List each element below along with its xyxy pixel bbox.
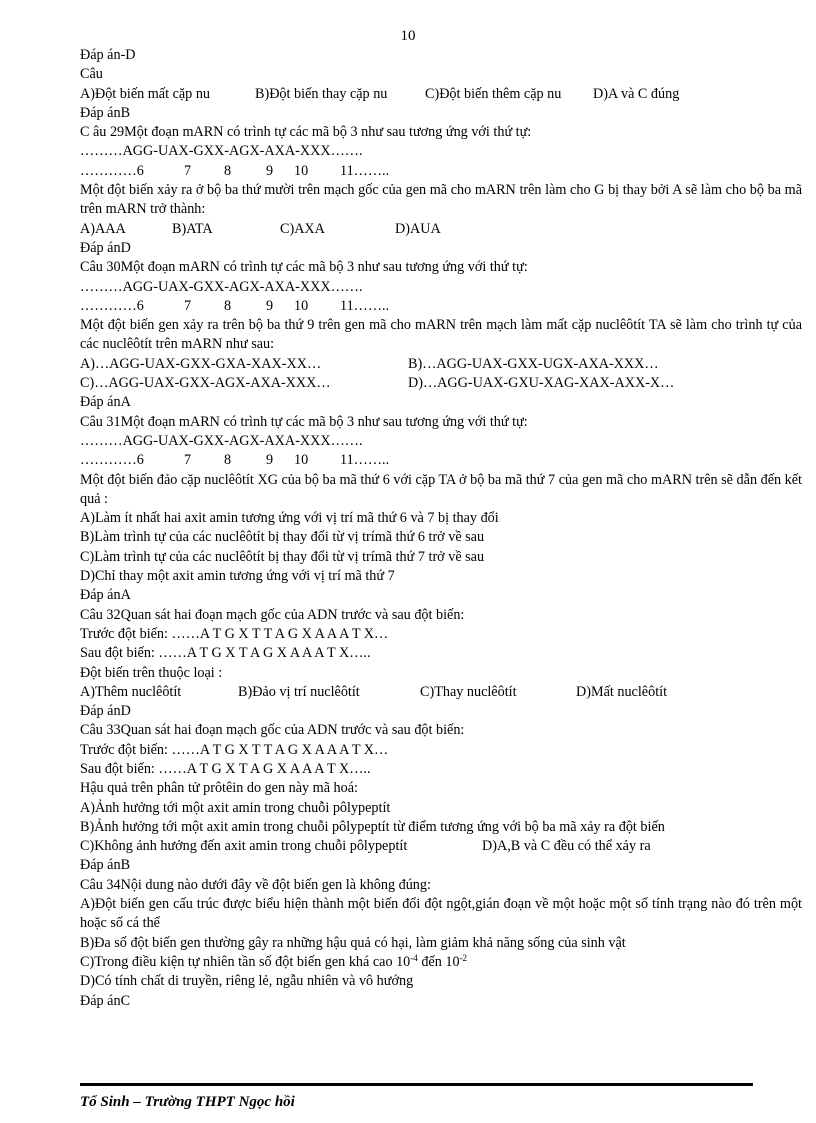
codon-number: 11…….. [340, 162, 390, 179]
footer-text: Tổ Sinh – Trường THPT Ngọc hồi [80, 1094, 295, 1110]
exponent: -2 [459, 952, 468, 963]
option-a: A)Đột biến mất cặp nu [80, 85, 211, 102]
option-c [80, 953, 802, 972]
option-a: A)…AGG-UAX-GXX-GXA-XAX-XX… [80, 355, 322, 372]
codon-number: …………6 [80, 297, 144, 314]
codon-number: 9 [266, 297, 274, 314]
codon-number: 11…….. [340, 297, 390, 314]
codon-number: 10 [294, 452, 309, 469]
option-b: B)Đảo vị trí nuclêôtít [238, 683, 360, 700]
codon-number: 11…….. [340, 452, 390, 469]
document-body [80, 46, 802, 1011]
question-stem: Câu 32Quan sát hai đoạn mạch gốc của ADN trước và sau đột biến: [80, 606, 465, 623]
codon-number: 7 [184, 452, 192, 469]
question-stem: Câu 31Một đoạn mARN có trình tự các mã bộ 3 như sau tương ứng với thứ tự: [80, 413, 528, 430]
option-c-text: C)Trong điều kiện tự nhiên tần số đột biến gen khá cao 10 [80, 953, 411, 970]
question-stem: C âu 29Một đoạn mARN có trình tự các mã bộ 3 như sau tương ứng với thứ tự: [80, 124, 532, 141]
option-c: C)AXA [280, 220, 325, 237]
exponent: -4 [410, 952, 418, 963]
dna-before: Trước đột biến: ……A T G X T T A G X A A A T X… [80, 625, 389, 642]
answer-line: Đáp ánA [80, 394, 131, 411]
option-c: C)Đột biến thêm cặp nu [425, 85, 562, 102]
codon-number: 8 [224, 452, 232, 469]
codon-number: 9 [266, 452, 274, 469]
option-c: C)Thay nuclêôtít [420, 683, 517, 700]
codon-number-row [80, 297, 802, 316]
options-row [80, 355, 802, 374]
answer-line: Đáp án-D [80, 47, 136, 63]
option-d: D)Có tính chất di truyền, riêng lẻ, ngẫu nhiên và vô hướng [80, 973, 414, 990]
sequence-line: ………AGG-UAX-GXX-AGX-AXA-XXX……. [80, 432, 363, 449]
answer-line: Đáp ánB [80, 104, 131, 121]
codon-number-row [80, 451, 802, 470]
question-stem: Câu 34Nội dung nào dưới đây về đột biến gen là không đúng: [80, 876, 431, 893]
codon-number: 7 [184, 297, 192, 314]
question-stem: Câu 33Quan sát hai đoạn mạch gốc của ADN trước và sau đột biến: [80, 722, 465, 739]
dna-after: Sau đột biến: ……A T G X T A G X A A A T X….. [80, 760, 371, 777]
question-stem: Câu 30Một đoạn mARN có trình tự các mã bộ 3 như sau tương ứng với thứ tự: [80, 259, 528, 276]
codon-number: 10 [294, 162, 309, 179]
option-d: D)Chỉ thay một axit amin tương ứng với vị trí mã thứ 7 [80, 568, 395, 585]
dna-before: Trước đột biến: ……A T G X T T A G X A A A T X… [80, 741, 389, 758]
question-text: Một đột biến đảo cặp nuclêôtít XG của bộ ba mã thứ 6 với cặp TA ở bộ ba mã thứ 7 của gen mã cho mARN trên sẽ dẫn đến kết quả : [80, 471, 802, 507]
question-text: Đột biến trên thuộc loại : [80, 664, 223, 681]
options-row [80, 220, 802, 239]
sequence-line: ………AGG-UAX-GXX-AGX-AXA-XXX……. [80, 143, 363, 160]
option-b: B)Đột biến thay cặp nu [255, 85, 388, 102]
option-d: D)AUA [395, 220, 441, 237]
options-row [80, 85, 802, 104]
answer-line: Đáp ánC [80, 992, 131, 1009]
option-c-text: đến 10 [417, 953, 460, 970]
answer-line: Đáp ánB [80, 857, 131, 874]
codon-number: 8 [224, 297, 232, 314]
options-row [80, 683, 802, 702]
option-d: D)A và C đúng [593, 85, 680, 102]
question-text: Một đột biến gen xảy ra trên bộ ba thứ 9 trên gen mã cho mARN trên mạch làm mất cặp nuclêôtít TA sẽ làm cho trình tự của các nuclêôtít trên mARN như sau: [80, 317, 802, 353]
option-d: D)…AGG-UAX-GXU-XAG-XAX-AXX-X… [408, 375, 675, 392]
option-b: B)Đa số đột biến gen thường gây ra những hậu quả có hại, làm giảm khả năng sống của sinh vật [80, 934, 626, 951]
codon-number-row [80, 162, 802, 181]
codon-number: 9 [266, 162, 274, 179]
options-row [80, 837, 802, 856]
codon-number: …………6 [80, 162, 144, 179]
question-label: Câu [80, 66, 103, 83]
sequence-line: ………AGG-UAX-GXX-AGX-AXA-XXX……. [80, 278, 363, 295]
codon-number: 10 [294, 297, 309, 314]
option-c: C)…AGG-UAX-GXX-AGX-AXA-XXX… [80, 375, 331, 392]
answer-line: Đáp ánD [80, 703, 131, 720]
option-b: B)ATA [172, 220, 213, 237]
option-a: A)Ảnh hưởng tới một axit amin trong chuỗi pôlypeptít [80, 799, 391, 816]
answer-line: Đáp ánD [80, 239, 131, 256]
option-b: B)Làm trình tự của các nuclêôtít bị thay đổi từ vị trímã thứ 6 trở về sau [80, 529, 485, 546]
answer-line: Đáp ánA [80, 587, 131, 604]
option-a: A)AAA [80, 220, 126, 237]
dna-after: Sau đột biến: ……A T G X T A G X A A A T X….. [80, 645, 371, 662]
option-c: C)Không ảnh hưởng đến axit amin trong chuỗi pôlypeptít [80, 838, 408, 855]
option-d: D)Mất nuclêôtít [576, 683, 668, 700]
option-b: B)…AGG-UAX-GXX-UGX-AXA-XXX… [408, 355, 659, 372]
options-row [80, 374, 802, 393]
option-a: A)Làm ít nhất hai axit amin tương ứng với vị trí mã thứ 6 và 7 bị thay đổi [80, 510, 499, 527]
question-text: Một đột biến xảy ra ở bộ ba thứ mười trên mạch gốc của gen mã cho mARN trên làm cho G bị thay bởi A sẽ làm cho bộ ba mã trên mARN trở thành: [80, 182, 802, 218]
codon-number: 7 [184, 162, 192, 179]
footer-rule [80, 1083, 753, 1086]
option-a: A)Thêm nuclêôtít [80, 683, 182, 700]
page-number: 10 [400, 28, 416, 44]
option-a: A)Đột biến gen cấu trúc được biểu hiện thành một biến đổi đột ngột,gián đoạn về một hoặc một số tính trạng nào đó trên một hoặc số cá thể [80, 896, 802, 932]
option-c: C)Làm trình tự của các nuclêôtít bị thay đổi từ vị trímã thứ 7 trở về sau [80, 548, 485, 565]
codon-number: 8 [224, 162, 232, 179]
option-b: B)Ảnh hưởng tới một axit amin trong chuỗi pôlypeptít từ điểm tương ứng với bộ ba mã xảy ra đột biến [80, 818, 665, 835]
codon-number: …………6 [80, 452, 144, 469]
option-d: D)A,B và C đều có thể xảy ra [482, 838, 651, 855]
question-text: Hậu quả trên phân tử prôtêin do gen này mã hoá: [80, 780, 358, 797]
